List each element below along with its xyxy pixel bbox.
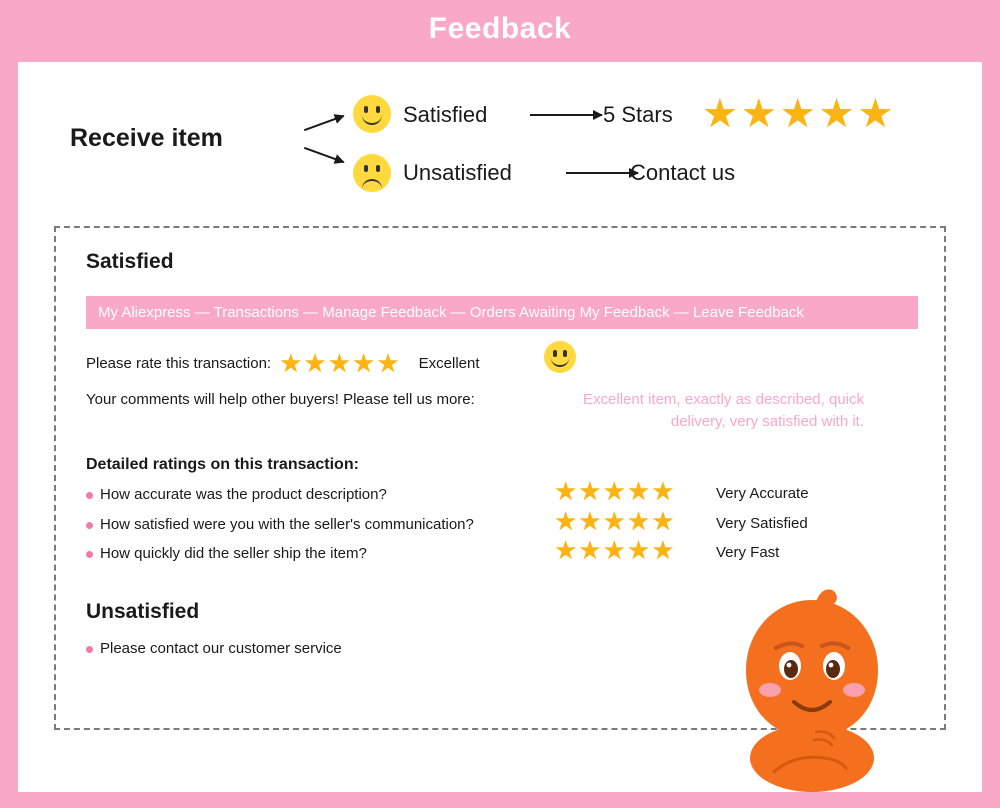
flow-satisfied-label: Satisfied bbox=[403, 102, 488, 127]
rating-answer-label: Very Accurate bbox=[716, 485, 809, 502]
breadcrumb[interactable]: My Aliexpress — Transactions — Manage Feedback — Orders Awaiting My Feedback — Leave Feedback bbox=[86, 296, 918, 329]
rating-question-label: How satisfied were you with the seller's communication? bbox=[100, 516, 474, 533]
page-title: Feedback bbox=[428, 12, 572, 45]
unsatisfied-section-title: Unsatisfied bbox=[86, 600, 200, 623]
rate-value-label: Excellent bbox=[418, 354, 480, 372]
bullet-icon bbox=[86, 646, 93, 653]
arrow-to-five-stars-icon bbox=[530, 114, 602, 116]
bullet-icon bbox=[86, 492, 93, 499]
arrow-to-unsatisfied-icon bbox=[304, 147, 344, 163]
rating-stars-icon[interactable]: ★★★★★ bbox=[554, 506, 676, 536]
satisfied-section-title: Satisfied bbox=[86, 250, 174, 273]
contact-service-row bbox=[86, 640, 342, 657]
comment-text: Excellent item, exactly as described, quick delivery, very satisfied with it. bbox=[583, 391, 864, 430]
bullet-icon bbox=[86, 551, 93, 558]
five-star-rating-icon: ★★★★★ bbox=[702, 92, 897, 136]
flow-five-stars-label: 5 Stars bbox=[603, 102, 673, 127]
excellent-smiley-icon bbox=[544, 341, 576, 373]
rating-question-label: How accurate was the product description? bbox=[100, 486, 387, 503]
orange-mascot-icon bbox=[712, 586, 912, 792]
rating-question-label: How quickly did the seller ship the item? bbox=[100, 545, 367, 562]
rate-transaction-row bbox=[86, 350, 480, 376]
rate-transaction-label: Please rate this transaction: bbox=[86, 354, 272, 372]
rating-question-row bbox=[86, 545, 367, 562]
flow-unsatisfied-label: Unsatisfied bbox=[403, 160, 512, 185]
detailed-ratings-title: Detailed ratings on this transaction: bbox=[86, 456, 359, 473]
receive-item-label: Receive item bbox=[70, 124, 223, 152]
rating-answer-label: Very Fast bbox=[716, 544, 780, 561]
rating-question-row bbox=[86, 516, 474, 533]
rating-question-row bbox=[86, 486, 387, 503]
content-card bbox=[18, 62, 982, 792]
sad-face-icon bbox=[353, 154, 391, 192]
arrow-to-satisfied-icon bbox=[304, 115, 344, 131]
rating-stars-icon[interactable]: ★★★★★ bbox=[554, 535, 676, 565]
rating-stars-icon[interactable]: ★★★★★ bbox=[554, 476, 676, 506]
flow-diagram bbox=[18, 62, 982, 212]
contact-service-label: Please contact our customer service bbox=[100, 640, 342, 657]
flow-contact-us-label: Contact us bbox=[630, 160, 736, 185]
rate-stars-icon[interactable]: ★★★★★ bbox=[279, 348, 401, 378]
arrow-to-contact-us-icon bbox=[566, 172, 638, 174]
bullet-icon bbox=[86, 522, 93, 529]
comments-prompt-label: Your comments will help other buyers! Please tell us more: bbox=[86, 391, 475, 408]
rating-answer-label: Very Satisfied bbox=[716, 515, 808, 532]
happy-face-icon bbox=[353, 95, 391, 133]
